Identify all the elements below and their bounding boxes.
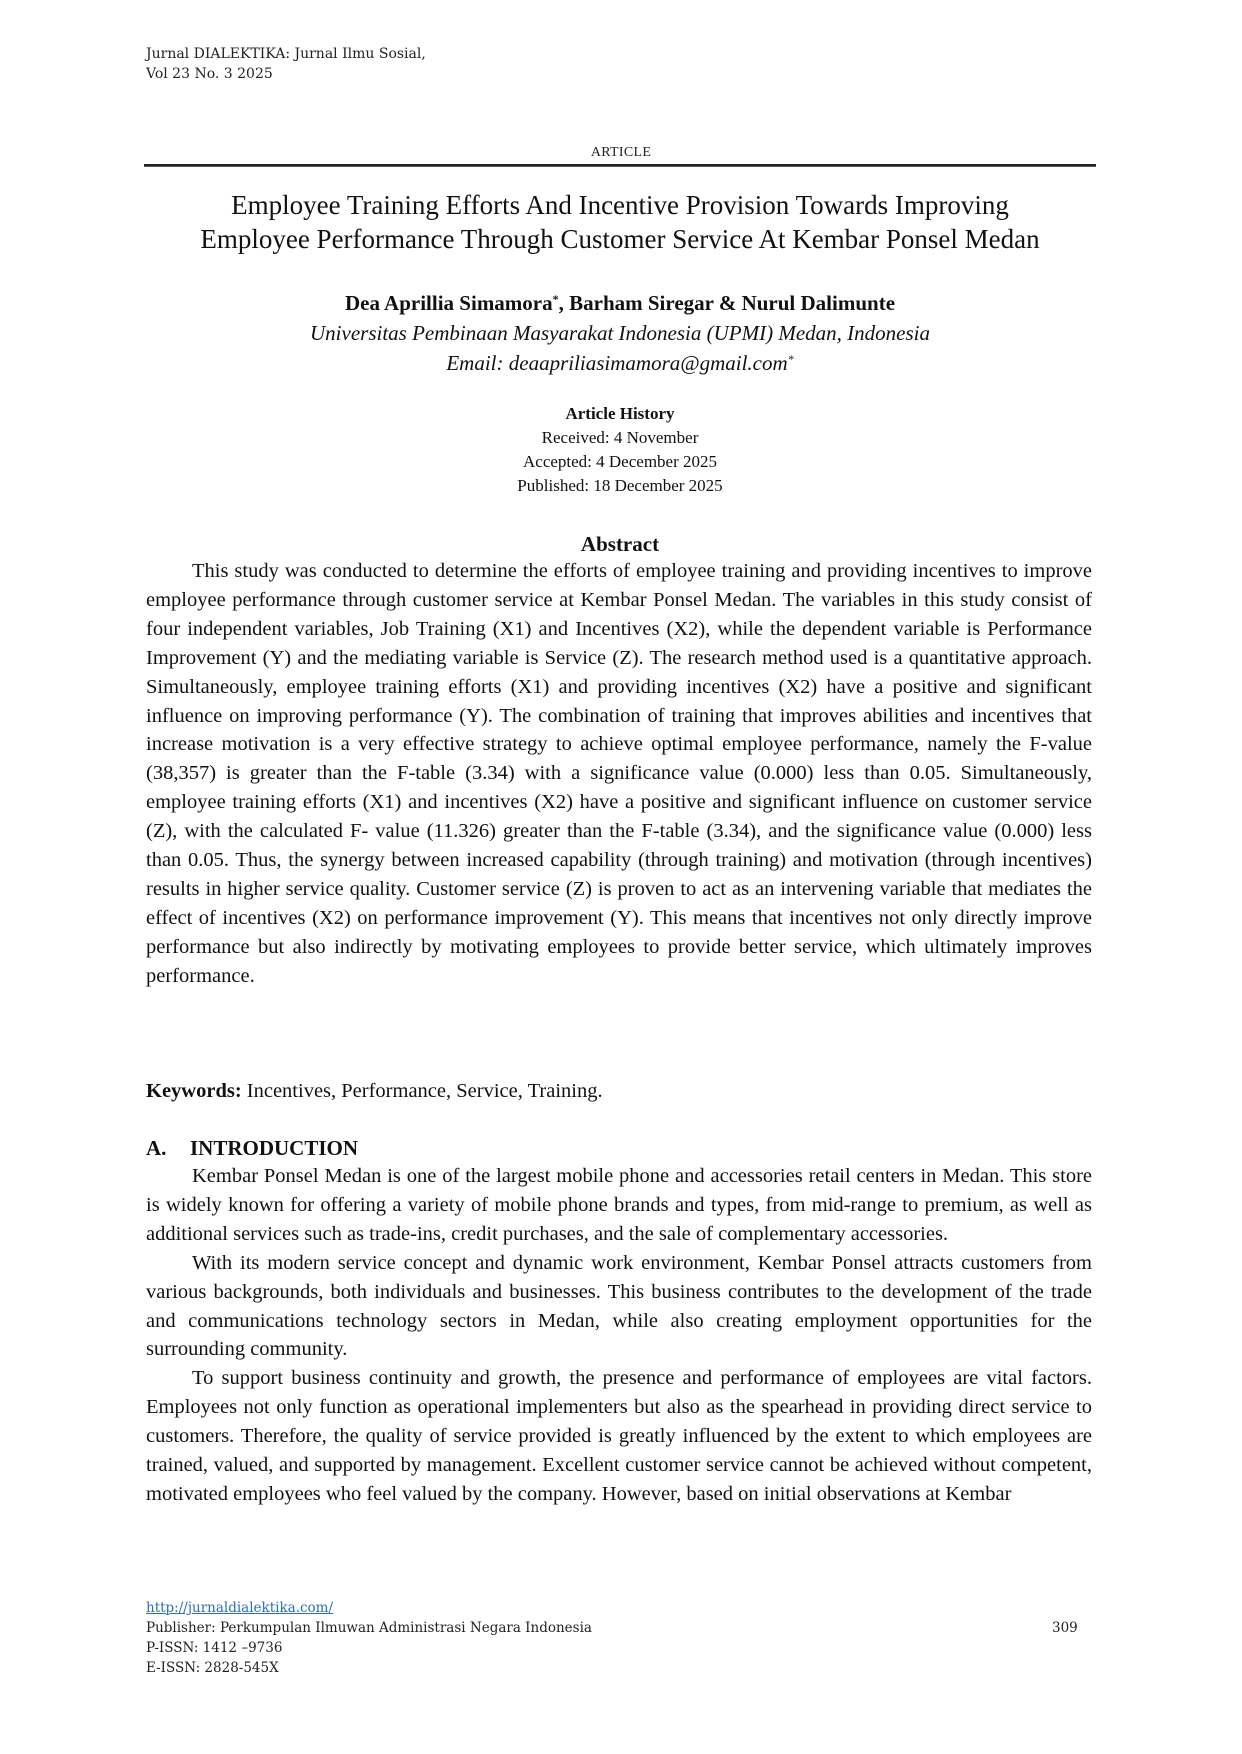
journal-header [146, 44, 426, 84]
article-type-label: ARTICLE [590, 145, 652, 160]
abstract-heading: Abstract [580, 532, 660, 556]
author-email-marker: * [787, 352, 794, 366]
page-footer [146, 1598, 592, 1678]
abstract-paragraph: This study was conducted to determine the efforts of employee training and providing incentives to improve employee performance through customer service at Kembar Ponsel Medan. The variables in this study consist of four independent variables, Job Training (X1) and Incentives (X2), while the dependent variable is Performance Improvement (Y) and the mediating variable is Service (Z). The research method used is a quantitative approach. Simultaneously, employee training efforts (X1) and providing incentives (X2) have a positive and significant influence on improving performance (Y). The combination of training that improves abilities and incentives that increase motivation is a very effective strategy to achieve optimal employee performance, namely the F-value (38,357) is greater than the F-table (3.34) with a significance value (0.000) less than 0.05. Simultaneously, employee training efforts (X1) and incentives (X2) have a positive and significant influence on customer service (Z), with the calculated F- value (11.326) greater than the F-table (3.34), and the significance value (0.000) less than 0.05. Thus, the synergy between increased capability (through training) and motivation (through incentives) results in higher service quality. Customer service (Z) is proven to act as an intervening variable that mediates the effect of incentives (X2) on performance improvement (Y). This means that incentives not only directly improve performance but also indirectly by motivating employees to provide better service, which ultimately improves performance. [146, 560, 1092, 987]
page-number: 309 [1052, 1620, 1078, 1636]
electronic-issn: E-ISSN: 2828-545X [146, 1660, 279, 1676]
paper-title [144, 188, 1096, 256]
author-affiliation: Universitas Pembinaan Masyarakat Indonesia (UPMI) Medan, Indonesia [310, 321, 930, 345]
corresponding-author: Dea Aprillia Simamora [344, 291, 553, 315]
keywords-label: Keywords: [146, 1080, 242, 1102]
published-date: Published: 18 December 2025 [517, 476, 723, 495]
author-email-text: Email: deaapriliasimamora@gmail.com [446, 351, 788, 375]
co-authors: , Barham Siregar & Nurul Dalimunte [558, 291, 896, 315]
received-date: Received: 4 November [541, 428, 699, 447]
author-list [144, 289, 1096, 317]
author-email [144, 348, 1096, 378]
keywords [146, 1077, 1092, 1105]
journal-name: Jurnal DIALEKTIKA: Jurnal Ilmu Sosial, [146, 46, 426, 62]
intro-paragraph-1: Kembar Ponsel Medan is one of the largest mobile phone and accessories retail centers in Medan. This store is widely known for offering a variety of mobile phone brands and types, from mid-range to premium, as well as additional services such as trade-ins, credit purchases, and the sale of complementary accessories. [146, 1165, 1092, 1245]
introduction-body [146, 1162, 1092, 1509]
header-divider [144, 164, 1096, 167]
abstract-body [146, 557, 1092, 991]
article-history-title: Article History [565, 404, 675, 423]
journal-volume: Vol 23 No. 3 2025 [146, 66, 273, 82]
article-history [144, 402, 1096, 498]
paper-title-line-2: Employee Performance Through Customer Service At Kembar Ponsel Medan [200, 224, 1040, 254]
intro-paragraph-2: With its modern service concept and dynamic work environment, Kembar Ponsel attracts customers from various backgrounds, both individuals and businesses. This business contributes to the development of the trade and communications technology sectors in Medan, while also creating employment opportunities for the surrounding community. [146, 1251, 1092, 1361]
print-issn: P-ISSN: 1412 –9736 [146, 1640, 283, 1656]
corresponding-author-marker: * [552, 292, 559, 306]
accepted-date: Accepted: 4 December 2025 [523, 452, 717, 471]
publisher-info: Publisher: Perkumpulan Ilmuwan Administrasi Negara Indonesia [146, 1620, 592, 1636]
section-title: INTRODUCTION [190, 1136, 359, 1160]
paper-title-line-1: Employee Training Efforts And Incentive Provision Towards Improving [231, 190, 1009, 220]
section-letter: A. [146, 1136, 167, 1160]
section-heading-introduction [146, 1134, 358, 1162]
intro-paragraph-3: To support business continuity and growth, the presence and performance of employees are vital factors. Employees not only function as operational implementers but also as the spearhead in providing direct service to customers. Therefore, the quality of service provided is greatly influenced by the extent to which employees are trained, valued, and supported by management. Excellent customer service cannot be achieved without competent, motivated employees who feel valued by the company. However, based on initial observations at Kembar [146, 1367, 1092, 1505]
journal-website-link[interactable]: http://jurnaldialektika.com/ [146, 1600, 334, 1616]
keywords-list: Incentives, Performance, Service, Training. [241, 1080, 603, 1102]
